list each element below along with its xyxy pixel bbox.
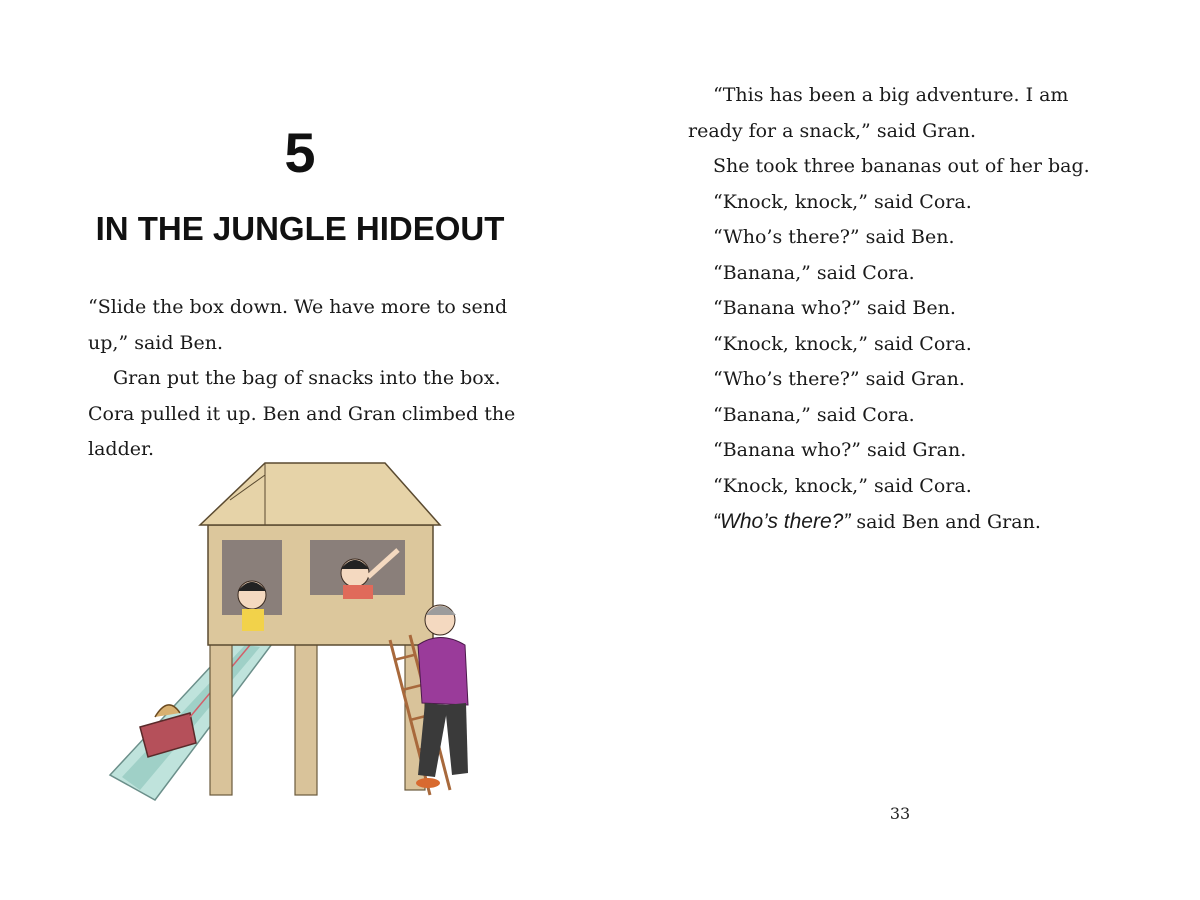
- paragraph: “Banana who?” said Gran.: [713, 439, 967, 461]
- right-body-text: [688, 78, 1108, 541]
- page-number: 33: [889, 804, 911, 823]
- paragraph: “This has been a big adventure. I am ready for a snack,” said Gran.: [688, 84, 1069, 142]
- chapter-title: IN THE JUNGLE HIDEOUT: [95, 210, 505, 247]
- last-paragraph: [688, 504, 1108, 541]
- paragraph: “Who’s there?” said Gran.: [713, 368, 965, 390]
- dialogue-tag: said Ben and Gran.: [850, 511, 1041, 533]
- paragraph: She took three bananas out of her bag.: [713, 155, 1090, 177]
- paragraph: Gran put the bag of snacks into the box. Cora pulled it up. Ben and Gran climbed the ladder.: [88, 367, 516, 460]
- paragraph: “Who’s there?” said Ben.: [713, 226, 955, 248]
- right-page: [600, 0, 1200, 900]
- treehouse-slide-illustration-icon: [100, 455, 490, 810]
- paragraph: “Banana,” said Cora.: [713, 261, 915, 284]
- paragraph: “Knock, knock,” said Cora.: [713, 190, 972, 213]
- paragraph: “Knock, knock,” said Cora.: [713, 332, 972, 355]
- left-body-text: [88, 290, 528, 468]
- paragraph: “Knock, knock,” said Cora.: [713, 474, 972, 497]
- chapter-number: 5: [284, 121, 316, 184]
- paragraph: “Slide the box down. We have more to send up,” said Ben.: [88, 296, 508, 354]
- paragraph: “Banana,” said Cora.: [713, 403, 915, 426]
- paragraph: “Banana who?” said Ben.: [713, 297, 956, 319]
- italic-dialogue: “Who’s there?”: [713, 510, 851, 533]
